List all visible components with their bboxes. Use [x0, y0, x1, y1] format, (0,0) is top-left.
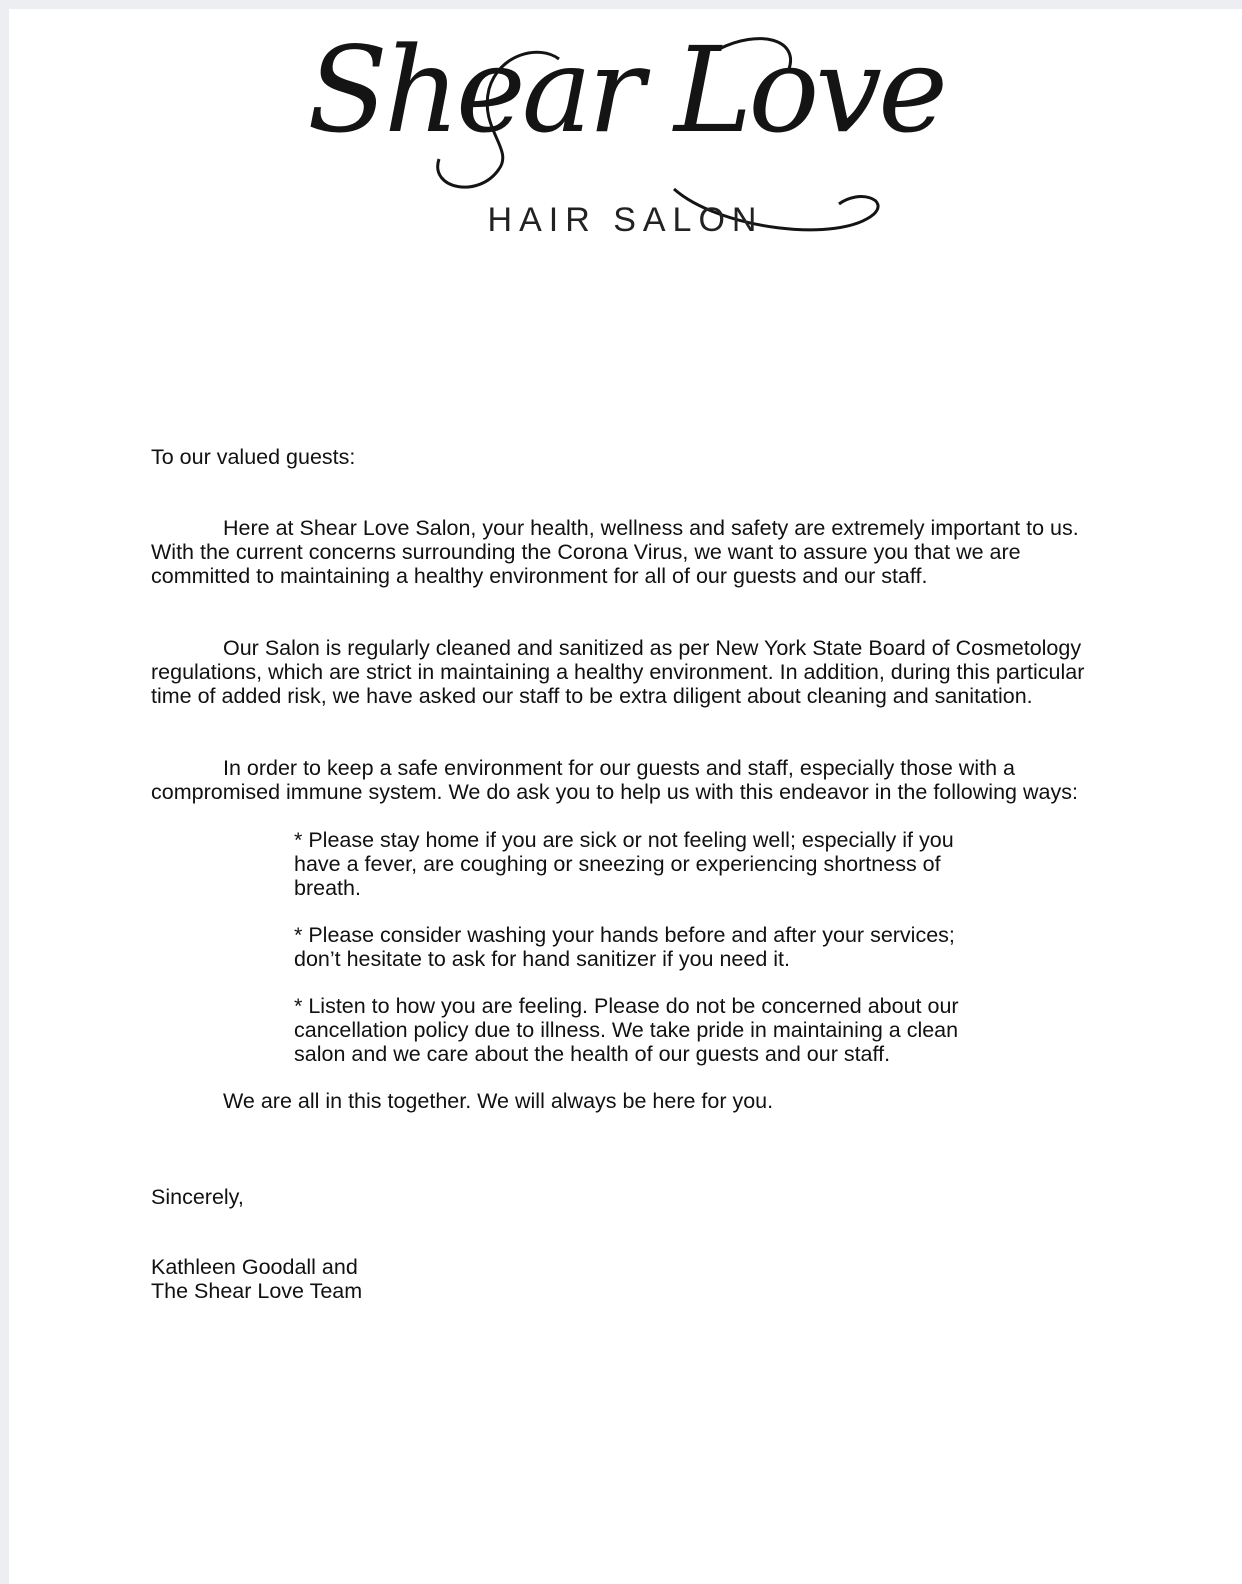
letter-body	[151, 445, 1101, 1303]
request-list	[294, 828, 994, 1066]
list-item: * Listen to how you are feeling. Please do not be concerned about our cancellation policy due to illness. We take pride in maintaining a clean salon and we care about the health of our guests and our staff.	[294, 994, 959, 1066]
paragraph: Our Salon is regularly cleaned and sanitized as per New York State Board of Cosmetology regulations, which are strict in maintaining a healthy environment. In addition, during this particular time of added risk, we have asked our staff to be extra diligent about cleaning and sanitation.	[151, 636, 1085, 708]
signoff: Sincerely,	[151, 1185, 244, 1209]
signature-block	[151, 1255, 1101, 1303]
closing-line: We are all in this together. We will always be here for you.	[223, 1089, 774, 1113]
signature-line: The Shear Love Team	[151, 1279, 363, 1303]
salutation: To our valued guests:	[151, 445, 356, 469]
logo-brand-name: Shear Love	[307, 21, 944, 159]
letter-page	[9, 9, 1242, 1584]
shear-love-logo	[9, 9, 1242, 269]
list-item: * Please consider washing your hands before and after your services; don’t hesitate to ask for hand sanitizer if you need it.	[294, 923, 955, 971]
logo-subtitle: HAIR SALON	[487, 201, 764, 239]
paragraph: Here at Shear Love Salon, your health, wellness and safety are extremely important to us. With the current concerns surrounding the Corona Virus, we want to assure you that we are committed to maintaining a healthy environment for all of our guests and our staff.	[151, 516, 1079, 588]
signature-line: Kathleen Goodall and	[151, 1255, 358, 1279]
paragraph: In order to keep a safe environment for our guests and staff, especially those with a compromised immune system. We do ask you to help us with this endeavor in the following ways:	[151, 756, 1078, 804]
list-item: * Please stay home if you are sick or not feeling well; especially if you have a fever, are coughing or sneezing or experiencing shortness of breath.	[294, 828, 954, 900]
